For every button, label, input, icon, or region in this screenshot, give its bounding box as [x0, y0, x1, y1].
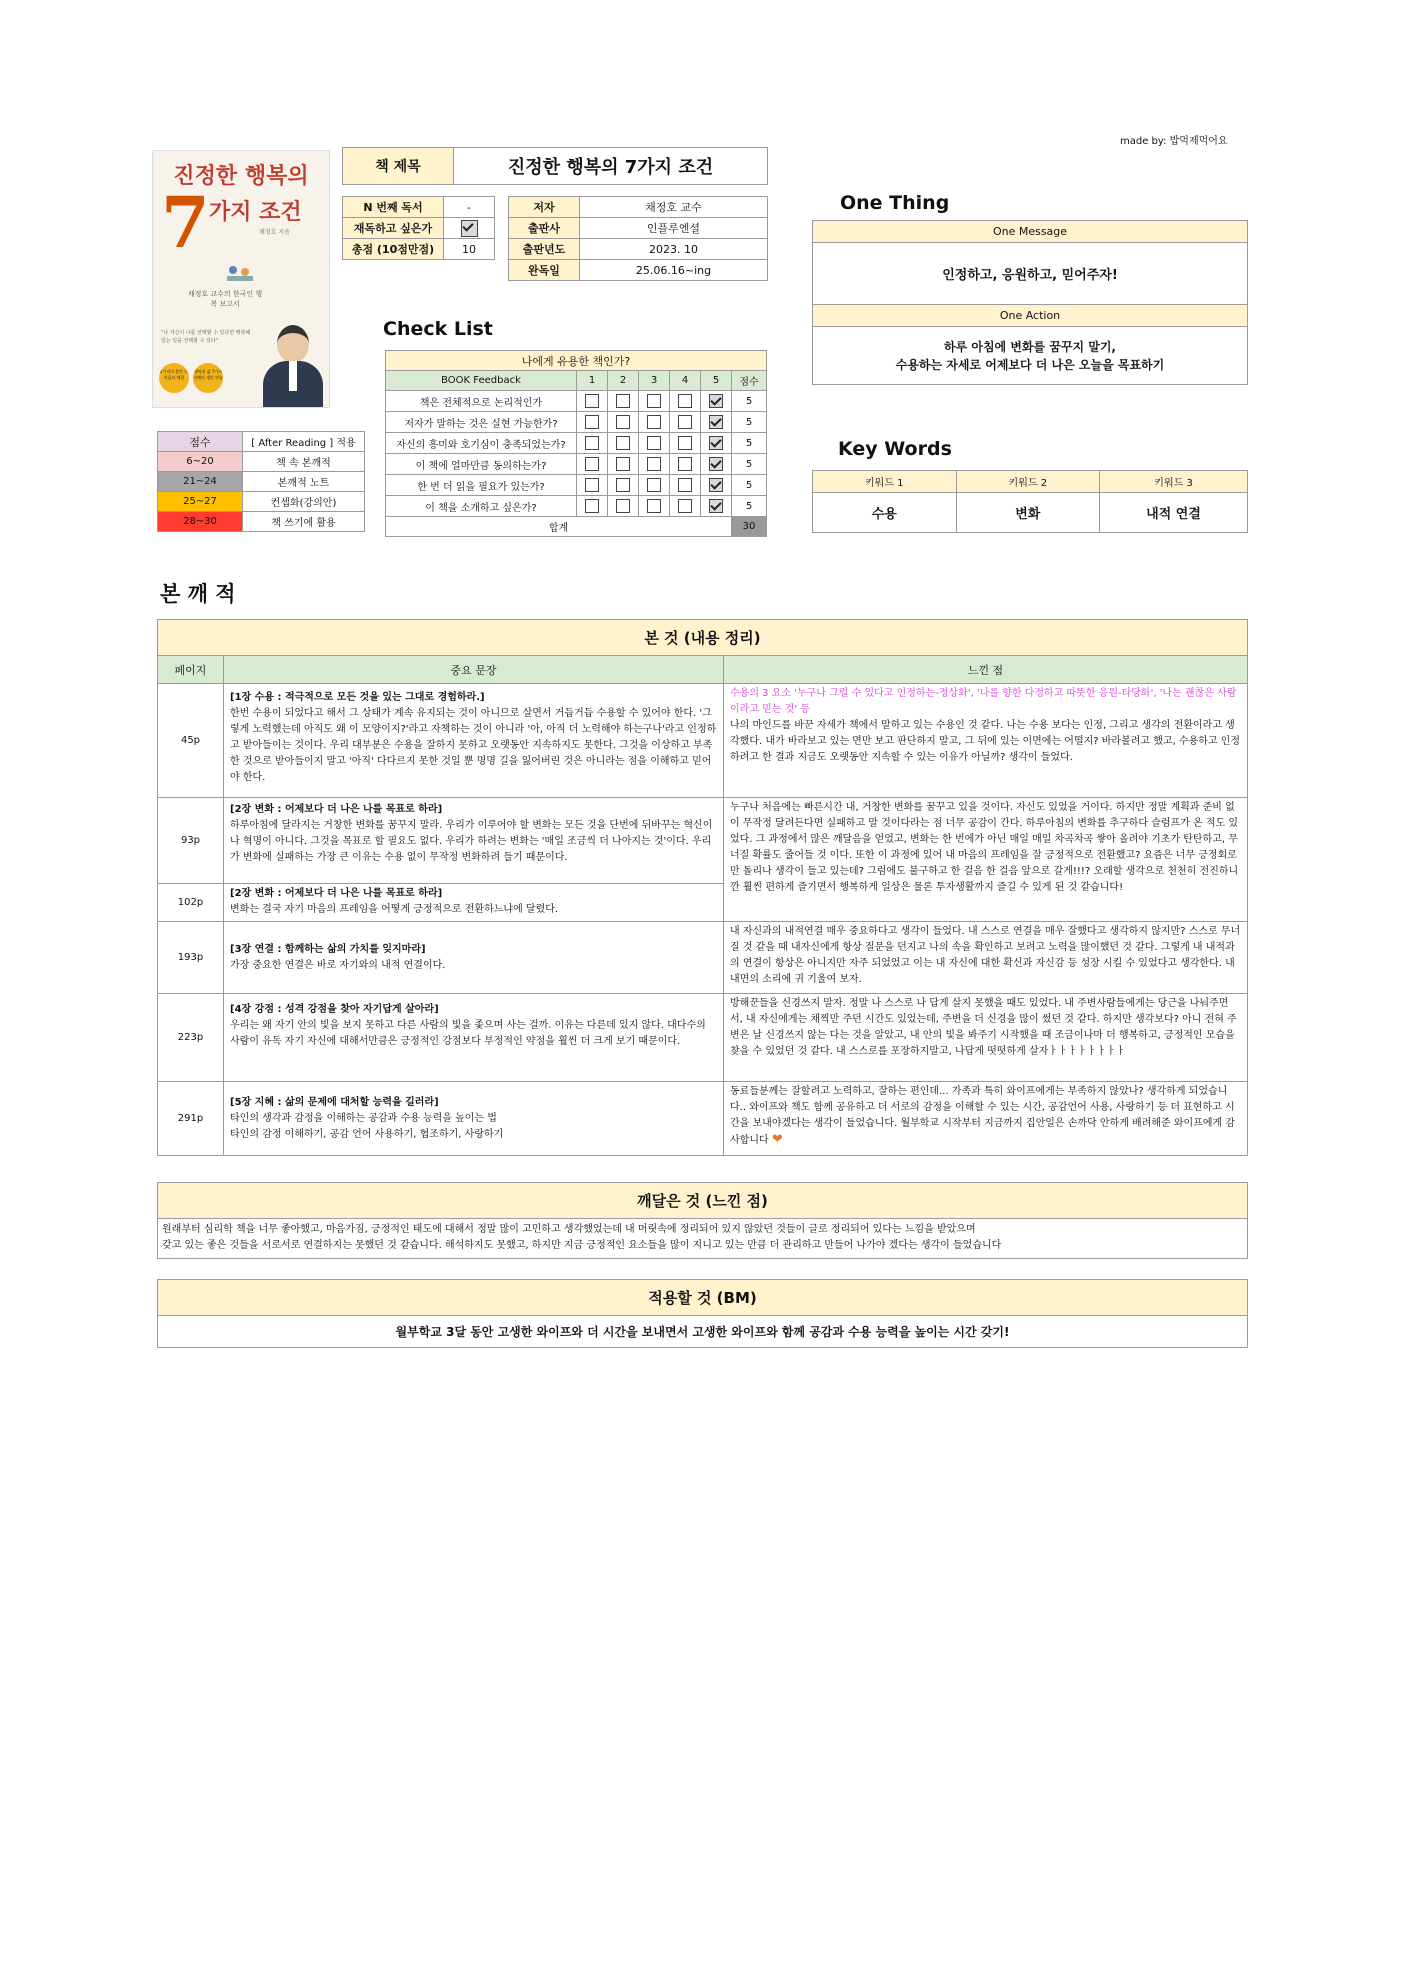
- nth-reading-value: -: [444, 197, 495, 218]
- rating-checkbox[interactable]: [709, 415, 723, 429]
- checklist-question-text: 책은 전체적으로 논리적인가: [386, 391, 577, 412]
- keyword-value: 수용: [813, 493, 957, 533]
- feeling-text: 동료들분께는 잘할려고 노력하고, 잘하는 편인데... 가족과 특히 와이프에게는 부족하지 않았나? 생각하게 되었습니다.. 와이프와 책도 함께 공유하고 더 서로의 감정을 이해할 수 있는 시간, 공감언어 사용, 사랑하기 등 더 표현하고 시간을 보내야겠다는 생각이 들었습니다. 월부학교 시작부터 지금까지 집안일은 손까닥 안하게 배려해준 와이프에게 감사합니다: [730, 1086, 1236, 1146]
- checklist-question-text: 자신의 흥미와 호기심이 충족되었는가?: [386, 433, 577, 454]
- author-value: 채정호 교수: [580, 197, 768, 218]
- keywords-heading: Key Words: [838, 438, 952, 460]
- chapter-title: [2장 변화 : 어제보다 더 나은 나를 목표로 하라]: [230, 804, 443, 815]
- total-score: 30: [732, 517, 767, 537]
- checklist-row: [386, 412, 767, 433]
- cover-title-line1: 진정한 행복의: [173, 164, 309, 189]
- page-number: 291p: [158, 1082, 224, 1156]
- rating-checkbox[interactable]: [616, 436, 630, 450]
- score-range: 21~24: [158, 472, 243, 492]
- score-action: 컨셉화(강의안): [243, 492, 365, 512]
- chapter-title: [3장 연결 : 함께하는 삶의 가치를 잊지마라]: [230, 943, 426, 955]
- realize-title: 깨달은 것 (느낀 점): [158, 1183, 1248, 1219]
- feeling-text: 방해꾼들을 신경쓰지 말자. 정말 나 스스로 나 답게 살지 못했을 때도 있었다. 내 주변사람들에게는 당근을 나눠주면서, 내 자신에게는 채찍만 주던 시간도 있었는데, 주변을 더 신경을 많이 썼던 것 같다. 하지만 생각보다? 아니 전혀 주변은 날 신경쓰지 않는 다는 것을 알았고, 내 안의 빛을 봐주기 시작했을 때 조금이나마 더 행복하고, 긍정적인 모습을 찾을 수 있었던 것 같다. 내 스스로를 포장하지말고, 나답게 떳떳하게 살자ㅏㅏㅏㅏㅏㅏㅏㅏ: [730, 998, 1237, 1057]
- chapter-title: [4장 강점 : 성격 강점을 찾아 자기답게 살아라]: [230, 1004, 439, 1015]
- total-score-label: 총점 (10점만점): [343, 239, 444, 260]
- rating-checkbox[interactable]: [647, 394, 661, 408]
- checklist-question-text: 이 책을 소개하고 싶은가?: [386, 496, 577, 517]
- keyword-label: 키워드 2: [956, 471, 1100, 493]
- done-date-label: 완독일: [509, 260, 580, 281]
- page-number: 223p: [158, 994, 224, 1082]
- rating-checkbox[interactable]: [678, 499, 692, 513]
- score-action: 본깨적 노트: [243, 472, 365, 492]
- score-action: 책 속 본깨적: [243, 452, 365, 472]
- score-guide-col1: 점수: [158, 432, 243, 452]
- row-score: 5: [732, 475, 767, 496]
- score-guide-col2: [ After Reading ] 적용: [243, 432, 365, 452]
- author-label: 저자: [509, 197, 580, 218]
- col-3-header: 3: [639, 371, 670, 391]
- score-range: 6~20: [158, 452, 243, 472]
- cover-author: 채정호 지음: [259, 229, 290, 236]
- rating-checkbox[interactable]: [678, 394, 692, 408]
- one-thing-heading: One Thing: [840, 192, 950, 214]
- rating-checkbox[interactable]: [585, 436, 599, 450]
- one-message-label: One Message: [813, 221, 1248, 243]
- rating-checkbox[interactable]: [709, 394, 723, 408]
- key-sentence: 한번 수용이 되었다고 해서 그 상태가 계속 유지되는 것이 아니므로 살면서 거듭거듭 수용할 수 있어야 한다. '그렇게 노력했는데 아직도 왜 이 모양이지?'라고 자책하는 것이 아니라 '아, 아직 더 노력해야 하는구나'라고 인정하고 받아들이는 것이다. 우리 대부분은 수용을 잘하지 못하고 오랫동안 지속하지도 못한다. 그것을 이상하고 부족한 것으로 받아들이지 말고 '아직' 다다르지 못한 것일 뿐 명명 길을 잃어버린 것은 아니라는 점을 이해하고 믿어야 한다.: [230, 708, 717, 783]
- one-thing-table: [812, 220, 1248, 385]
- cover-figures-illustration: [227, 266, 255, 282]
- book-cover: [152, 150, 330, 408]
- table-row: [158, 684, 1248, 798]
- realize-text-line2: 갖고 있는 좋은 것들을 서로서로 연결하지는 못했던 것 같습니다. 해석하지도 못했고, 하지만 지금 긍정적인 요소들을 많이 지니고 있는 만큼 더 관리하고 만들어 나가야 겠다는 생각이 들었습니다: [162, 1240, 1002, 1251]
- rating-checkbox[interactable]: [709, 499, 723, 513]
- keyword-value: 내적 연결: [1100, 493, 1248, 533]
- rating-checkbox[interactable]: [585, 499, 599, 513]
- checklist-table: [385, 350, 767, 537]
- cover-quote: "나 자신이 나를 선택할 수 있다면 행복해 있는 일을 선택할 수 있다": [161, 330, 251, 344]
- table-row: [158, 798, 1248, 884]
- checklist-row: [386, 496, 767, 517]
- rating-checkbox[interactable]: [616, 415, 630, 429]
- rating-checkbox[interactable]: [678, 457, 692, 471]
- rating-checkbox[interactable]: [585, 478, 599, 492]
- total-score-value: 10: [444, 239, 495, 260]
- rating-checkbox[interactable]: [678, 478, 692, 492]
- col-2-header: 2: [608, 371, 639, 391]
- key-sentence: 가장 중요한 연결은 바로 자기와의 내적 연결이다.: [230, 959, 446, 971]
- book-title-value: 진정한 행복의 7가지 조건: [454, 148, 768, 185]
- highlight-text: 수용의 3 요소 '누구나 그럴 수 있다고 인정하는-정상화', '나를 향한 다정하고 따뜻한 응원-타당화', '나는 괜찮은 사람이라고 믿는 것' 등: [730, 688, 1237, 715]
- score-guide-table: [157, 431, 365, 532]
- col-4-header: 4: [670, 371, 701, 391]
- row-score: 5: [732, 433, 767, 454]
- keyword-label: 키워드 3: [1100, 471, 1248, 493]
- rating-checkbox[interactable]: [647, 436, 661, 450]
- feeling-text: 누구나 처음에는 빠른시간 내, 거창한 변화를 꿈꾸고 있을 것이다. 자신도 있었을 거이다. 하지만 정말 계획과 준비 없이 무작정 달려든다면 실패하고 말 것이다라는 점 너무 공감이 간다. 하루아침의 변화를 추구하다 슬럼프가 온 적도 있었다. 그 과정에서 많은 깨달음을 얻었고, 변화는 한 번에가 아닌 매일 매일 차곡차곡 쌓아 올려야 기초가 탄탄하고, 무너질 확률도 줄어들 것 이다. 또한 이 과정에 있어 내 마음의 프레임을 잘 긍정적으로 전환했고? 요즘은 너무 긍정회로만 돌리나 생각이 들고 있는데? 그럼에도 불구하고 한 걸음 한 걸음 앞으로 갈게!!!? 오래할 생각으로 천천히 전진하니깐 훨씬 편하게 즐기면서 행복하게 일상은 물론 투자생활까지 즐길 수 있게 된 것 같습니다!: [730, 802, 1239, 893]
- rating-checkbox[interactable]: [647, 478, 661, 492]
- realize-text-line1: 원래부터 심리학 책을 너무 좋아했고, 마음가짐, 긍정적인 태도에 대해서 정말 많이 고민하고 생각했었는데 내 머릿속에 정리되어 있지 않았던 것들이 글로 정리되어 있다는 느낌을 받았으며: [162, 1224, 976, 1235]
- rating-checkbox[interactable]: [647, 457, 661, 471]
- key-sentence: 타인의 생각과 감정을 이해하는 공감과 수용 능력을 높이는 법 타인의 감정 이해하기, 공감 언어 사용하기, 협조하기, 사랑하기: [230, 1112, 504, 1140]
- rating-checkbox[interactable]: [709, 457, 723, 471]
- chapter-title: [2장 변화 : 어제보다 더 나은 나를 목표로 하라]: [230, 888, 443, 899]
- book-title-label: 책 제목: [343, 148, 454, 185]
- apply-text: 월부학교 3달 동안 고생한 와이프와 더 시간을 보내면서 고생한 와이프와 함께 공감과 수용 능력을 높이는 시간 갖기!: [158, 1316, 1248, 1348]
- col-5-header: 5: [701, 371, 732, 391]
- chapter-title: [1장 수용 : 적극적으로 모든 것을 있는 그대로 경험하라.]: [230, 692, 485, 703]
- score-col-header: 점수: [732, 371, 767, 391]
- cover-badge-1: 2가지의 불안 안 마음의 해결: [159, 363, 189, 393]
- feeling-text: 내 자신과의 내적연결 매우 중요하다고 생각이 들었다. 내 스스로 연결을 매우 잘했다고 생각하지 않지만? 스스로 무너질 것 같을 때 내자신에게 항상 질문을 던지고 나의 속을 확인하고 보려고 노력을 많이했던 것 같다. 그렇게 내 내적과의 연결이 항상은 아니지만 자주 되었었고 이는 내 자신에 대한 확신과 자신감 등 성장 시킬 수 있었다고 생각한다. 내 내면의 소리에 귀 기울여 보자.: [730, 926, 1241, 985]
- done-date-value: 25.06.16~ing: [580, 260, 768, 281]
- checklist-row: [386, 433, 767, 454]
- row-score: 5: [732, 454, 767, 475]
- rating-checkbox[interactable]: [616, 457, 630, 471]
- page-number: 193p: [158, 922, 224, 994]
- year-value: 2023. 10: [580, 239, 768, 260]
- checklist-row: [386, 475, 767, 496]
- table-row: [158, 1082, 1248, 1156]
- one-action-label: One Action: [813, 305, 1248, 327]
- row-score: 5: [732, 412, 767, 433]
- publisher-value: 인플루엔셜: [580, 218, 768, 239]
- checklist-row: [386, 454, 767, 475]
- rating-checkbox[interactable]: [678, 436, 692, 450]
- keywords-table: [812, 470, 1248, 533]
- checklist-question: 나에게 유용한 책인가?: [386, 351, 767, 371]
- rating-checkbox[interactable]: [709, 436, 723, 450]
- sentence-col-header: 중요 문장: [224, 656, 724, 684]
- rating-checkbox[interactable]: [616, 394, 630, 408]
- rating-checkbox[interactable]: [585, 394, 599, 408]
- cover-subtitle: 채정호 교수의 한국인 행복 보고서: [187, 290, 263, 308]
- cover-big-number: 7: [161, 181, 210, 264]
- seen-title: 본 것 (내용 정리): [158, 620, 1248, 656]
- table-row: [158, 922, 1248, 994]
- publisher-label: 출판사: [509, 218, 580, 239]
- total-label: 합계: [386, 517, 732, 537]
- feedback-header: BOOK Feedback: [386, 371, 577, 391]
- page-number: 45p: [158, 684, 224, 798]
- checklist-question-text: 이 책에 얼마만큼 동의하는가?: [386, 454, 577, 475]
- heart-icon: ❤: [771, 1132, 783, 1147]
- keyword-label: 키워드 1: [813, 471, 957, 493]
- table-row: [158, 994, 1248, 1082]
- checklist-heading: Check List: [383, 318, 493, 340]
- key-sentence: 변화는 결국 자기 마음의 프레임을 어떻게 긍정적으로 전환하느냐에 달렸다.: [230, 904, 559, 915]
- reading-info-table: [342, 196, 495, 260]
- bonkkae-heading: 본 깨 적: [160, 582, 236, 606]
- rating-checkbox[interactable]: [678, 415, 692, 429]
- checklist-question-text: 한 번 더 읽을 필요가 있는가?: [386, 475, 577, 496]
- checklist-question-text: 저자가 말하는 것은 실현 가능한가?: [386, 412, 577, 433]
- rating-checkbox[interactable]: [616, 478, 630, 492]
- seen-table: [157, 619, 1248, 1156]
- score-range: 25~27: [158, 492, 243, 512]
- one-action-line1: 하루 아침에 변화를 꿈꾸지 말기,: [944, 339, 1116, 354]
- rating-checkbox[interactable]: [585, 457, 599, 471]
- author-portrait: [261, 321, 325, 407]
- page-number: 102p: [158, 884, 224, 922]
- reread-checkbox[interactable]: [461, 220, 478, 237]
- score-range: 28~30: [158, 512, 243, 532]
- keyword-value: 변화: [956, 493, 1100, 533]
- page-col-header: 페이지: [158, 656, 224, 684]
- page-number: 93p: [158, 798, 224, 884]
- year-label: 출판년도: [509, 239, 580, 260]
- feel-col-header: 느낀 점: [724, 656, 1248, 684]
- one-action-line2: 수용하는 자세로 어제보다 더 나은 오늘을 목표하기: [895, 357, 1165, 372]
- cover-title-line2: 가지 조건: [209, 200, 302, 225]
- credit-text: made by: 밥먹제먹어요: [1120, 136, 1228, 147]
- chapter-title: [5장 지혜 : 삶의 문제에 대처할 능력을 길러라]: [230, 1096, 439, 1108]
- nth-reading-label: N 번째 독서: [343, 197, 444, 218]
- book-info-table: [508, 196, 768, 281]
- rating-checkbox[interactable]: [616, 499, 630, 513]
- cover-badge-2: 행복한 삶 7가지 지혜의 생각 연습: [193, 363, 223, 393]
- book-title-table: [342, 147, 768, 185]
- key-sentence: 하루아침에 달라지는 거창한 변화를 꿈꾸지 말라. 우리가 이루어야 할 변화는 모든 것을 단번에 뒤바꾸는 혁신이나 혁명이 아니다. 그것을 목표로 할 필요도 없다. 우리가 하려는 변화는 '매일 조금씩 더 나아지는 것'이다. 우리가 변화에 실패하는 가장 큰 이유는 수용 없이 무작정 변화하려 들기 때문이다.: [230, 820, 713, 863]
- col-1-header: 1: [577, 371, 608, 391]
- feeling-text: 나의 마인드를 바꾼 자세가 책에서 말하고 있는 수용인 것 같다. 나는 수용 보다는 인정, 그리고 생각의 전환이라고 생각했다. 내가 바라보고 있는 면만 보고 판단하지 말고, 그 뒤에 있는 이면에는 어떨지? 바라볼려고 했고, 수용하고 인정하려고 한 결과 지금도 오랫동안 지속할 수 있는 이유가 아닐까? 생각이 들었다.: [730, 720, 1241, 763]
- rating-checkbox[interactable]: [585, 415, 599, 429]
- rating-checkbox[interactable]: [709, 478, 723, 492]
- one-message-value: 인정하고, 응원하고, 믿어주자!: [813, 243, 1248, 305]
- score-action: 책 쓰기에 활용: [243, 512, 365, 532]
- checklist-row: [386, 391, 767, 412]
- apply-table: [157, 1279, 1248, 1348]
- row-score: 5: [732, 391, 767, 412]
- apply-title: 적용할 것 (BM): [158, 1280, 1248, 1316]
- rating-checkbox[interactable]: [647, 415, 661, 429]
- key-sentence: 우리는 왜 자기 안의 빛을 보지 못하고 다른 사람의 빛을 좇으며 사는 걸까. 이유는 다른데 있지 않다. 대다수의 사람이 유독 자기 자신에 대해서만큼은 긍정적인 강점보다 부정적인 약점을 훨씬 더 크게 보기 때문이다.: [230, 1020, 706, 1047]
- reread-label: 재독하고 싶은가: [343, 218, 444, 239]
- row-score: 5: [732, 496, 767, 517]
- realize-table: [157, 1182, 1248, 1259]
- rating-checkbox[interactable]: [647, 499, 661, 513]
